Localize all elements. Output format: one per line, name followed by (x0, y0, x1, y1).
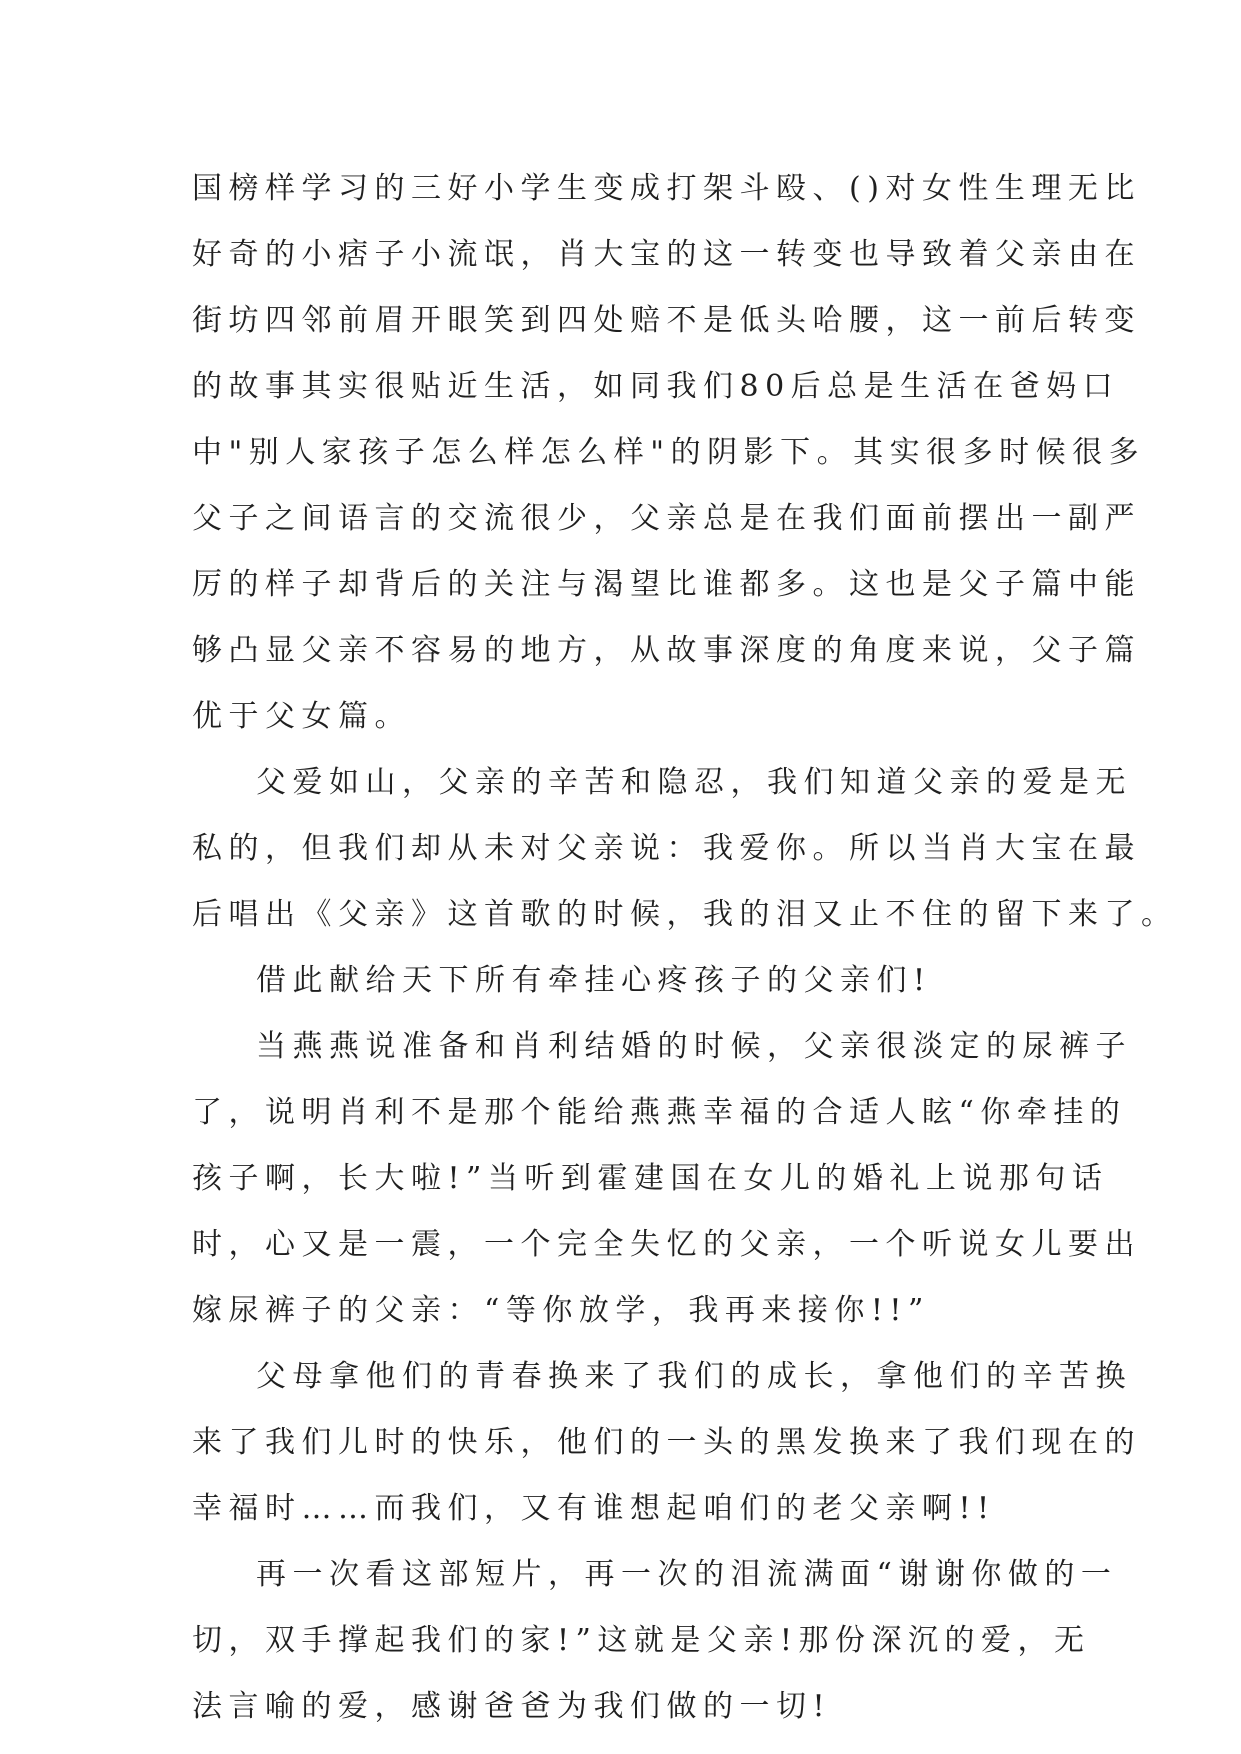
text-line: 厉的样子却背后的关注与渴望比谁都多。这也是父子篇中能 (192, 567, 1141, 602)
text-line: 优于父女篇。 (192, 699, 411, 734)
text-line: 借此献给天下所有牵挂心疼孩子的父亲们! (256, 963, 932, 998)
text-line: 嫁尿裤子的父亲：“等你放学，我再来接你!!” (192, 1293, 930, 1328)
text-line: 再一次看这部短片，再一次的泪流满面“谢谢你做的一 (256, 1557, 1118, 1592)
text-line: 街坊四邻前眉开眼笑到四处赔不是低头哈腰，这一前后转变 (192, 303, 1141, 338)
text-line: 中"别人家孩子怎么样怎么样"的阴影下。其实很多时候很多 (192, 435, 1146, 470)
text-line: 国榜样学习的三好小学生变成打架斗殴、()对女性生理无比 (192, 171, 1141, 206)
text-line: 当燕燕说准备和肖利结婚的时候，父亲很淡定的尿裤子 (256, 1029, 1132, 1064)
text-line: 后唱出《父亲》这首歌的时候，我的泪又止不住的留下来了。 (192, 897, 1178, 932)
text-line: 够凸显父亲不容易的地方，从故事深度的角度来说，父子篇 (192, 633, 1141, 668)
text-line: 父子之间语言的交流很少，父亲总是在我们面前摆出一副严 (192, 501, 1141, 536)
text-line: 父母拿他们的青春换来了我们的成长，拿他们的辛苦换 (256, 1359, 1132, 1394)
paragraph-5 (192, 1344, 1141, 1542)
text-line: 父爱如山，父亲的辛苦和隐忍，我们知道父亲的爱是无 (256, 765, 1132, 800)
text-line: 好奇的小痞子小流氓，肖大宝的这一转变也导致着父亲由在 (192, 237, 1141, 272)
text-line: 时，心又是一震，一个完全失忆的父亲，一个听说女儿要出 (192, 1227, 1141, 1262)
text-line: 的故事其实很贴近生活，如同我们80后总是生活在爸妈口 (192, 369, 1120, 404)
paragraph-1 (192, 156, 1146, 750)
text-line: 幸福时……而我们，又有谁想起咱们的老父亲啊!! (192, 1491, 996, 1526)
paragraph-6 (192, 1542, 1118, 1740)
document-page (192, 156, 1178, 1740)
text-line: 私的，但我们却从未对父亲说：我爱你。所以当肖大宝在最 (192, 831, 1141, 866)
paragraph-4 (192, 1014, 1141, 1344)
text-line: 孩子啊，长大啦!”当听到霍建国在女儿的婚礼上说那句话 (192, 1161, 1109, 1196)
text-line: 来了我们儿时的快乐，他们的一头的黑发换来了我们现在的 (192, 1425, 1141, 1460)
text-line: 切，双手撑起我们的家!”这就是父亲!那份深沉的爱，无 (192, 1623, 1091, 1658)
text-line: 了，说明肖利不是那个能给燕燕幸福的合适人眩“你牵挂的 (192, 1095, 1127, 1130)
paragraph-2 (192, 750, 1178, 948)
text-line: 法言喻的爱，感谢爸爸为我们做的一切! (192, 1689, 832, 1724)
paragraph-3 (192, 948, 1060, 1014)
